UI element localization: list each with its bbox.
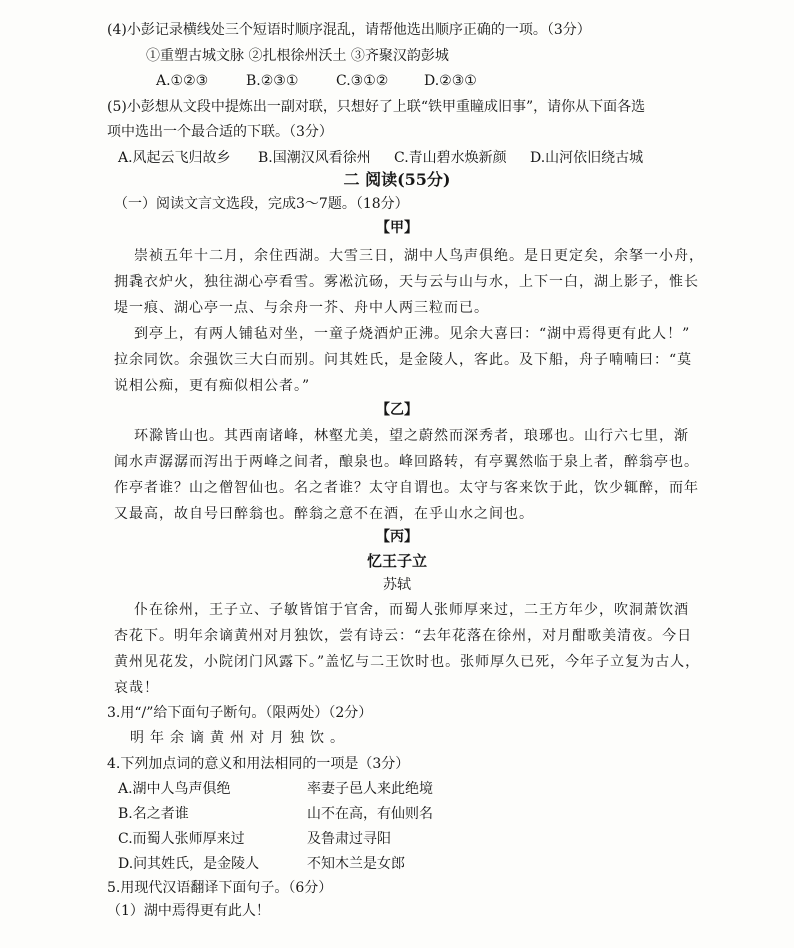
passage-bing-line: 哀哉！: [114, 680, 159, 696]
q4b-stem: 4.下列加点词的意义和用法相同的一项是（3分）: [107, 756, 410, 772]
q4b-row-left: D.问其姓氏，是金陵人: [118, 856, 260, 872]
passage-jia-line: 说相公痴，更有痴似相公者。”: [114, 378, 311, 394]
q4-option-c: C.③①②: [336, 73, 389, 89]
passage-jia-line: 堤一痕、湖心亭一点、与余舟一芥、舟中人两三粒而已。: [114, 300, 489, 316]
passage-jia-label: 【甲】: [376, 220, 418, 236]
q4-option-a: A.①②③: [156, 73, 209, 89]
poem-title: 忆王子立: [366, 552, 427, 570]
q4b-row-left: B.名之者谁: [118, 806, 189, 822]
q5-option-c: C.青山碧水焕新颜: [394, 150, 507, 166]
q4-option-d: D.②③①: [424, 73, 477, 89]
passage-jia-line: 拉余同饮。余强饮三大白而别。问其姓氏，是金陵人，客此。及下船，舟子喃喃曰：“莫: [114, 352, 693, 368]
passage-bing-line: 仆在徐州，王子立、子敏皆馆于官舍，而蜀人张师厚来过，二王方年少，吹洞萧饮酒: [134, 602, 689, 618]
q4b-row-left: C.而蜀人张师厚来过: [118, 831, 245, 847]
q4b-row-right: 山不在高，有仙则名: [307, 806, 433, 822]
q4b-row-right: 及鲁肃过寻阳: [307, 831, 391, 847]
poem-author: 苏轼: [383, 577, 411, 593]
q4b-row-right: 不知木兰是女郎: [307, 856, 405, 872]
q5-option-d: D.山河依旧绕古城: [530, 150, 644, 166]
q4b-row-left: A.湖中人鸟声俱绝: [118, 781, 231, 797]
passage-jia-line: 崇祯五年十二月，余住西湖。大雪三日，湖中人鸟声俱绝。是日更定矣，余拏一小舟，: [134, 248, 704, 264]
passage-bing-line: 杏花下。明年余谪黄州对月独饮，尝有诗云：“去年花落在徐州，对月酣歌美清夜。今日: [114, 628, 693, 644]
q3-sentence: 明年余谪黄州对月独饮。: [130, 730, 350, 746]
passage-yi-line: 闻水声潺潺而泻出于两峰之间者，酿泉也。峰回路转，有亭翼然临于泉上者，醉翁亭也。: [114, 454, 699, 470]
section-subtitle: （一）阅读文言文选段，完成3～7题。（18分）: [114, 196, 409, 212]
q5-option-a: A.风起云飞归故乡: [118, 150, 231, 166]
passage-bing-label: 【丙】: [376, 529, 418, 545]
q5-stem-line1: (5)小彭想从文段中提炼出一副对联，只想好了上联“铁甲重瞳成旧事”，请你从下面各选: [107, 99, 646, 115]
q4-phrases: ①重塑古城文脉 ②扎根徐州沃土 ③齐聚汉韵彭城: [146, 48, 449, 64]
passage-yi-line: 作亭者谁？山之僧智仙也。名之者谁？太守自谓也。太守与客来饮于此，饮少辄醉，而年: [114, 480, 699, 496]
passage-jia-line: 拥毳衣炉火，独往湖心亭看雪。雾凇沆砀，天与云与山与水，上下一白，湖上影子，惟长: [114, 274, 699, 290]
section-title: 二 阅读(55分): [343, 170, 451, 189]
q5b-item: （1）湖中焉得更有此人！: [107, 903, 270, 919]
q5b-stem: 5.用现代汉语翻译下面句子。（6分）: [107, 880, 333, 896]
q5-stem-line2: 项中选出一个最合适的下联。（3分）: [107, 124, 333, 140]
passage-bing-line: 黄州见花发，小院闭门风露下。”盖忆与二王饮时也。张师厚久已死，今年子立复为古人，: [114, 654, 701, 670]
q4-option-b: B.②③①: [246, 73, 299, 89]
passage-yi-line: 又最高，故自号曰醉翁也。醉翁之意不在酒，在乎山水之间也。: [114, 506, 534, 522]
passage-yi-label: 【乙】: [376, 402, 418, 418]
passage-jia-line: 到亭上，有两人铺毡对坐，一童子烧酒炉正沸。见余大喜曰：“湖中焉得更有此人！”: [134, 326, 691, 342]
passage-yi-line: 环滁皆山也。其西南诸峰，林壑尤美，望之蔚然而深秀者，琅琊也。山行六七里，渐: [134, 428, 689, 444]
q4b-row-right: 率妻子邑人来此绝境: [307, 781, 433, 797]
q3-stem: 3.用“/”给下面句子断句。（限两处）（2分）: [107, 705, 373, 721]
q4-stem: (4)小彭记录横线处三个短语时顺序混乱，请帮他选出顺序正确的一项。（3分）: [107, 22, 591, 38]
q5-option-b: B.国潮汉风看徐州: [258, 150, 371, 166]
